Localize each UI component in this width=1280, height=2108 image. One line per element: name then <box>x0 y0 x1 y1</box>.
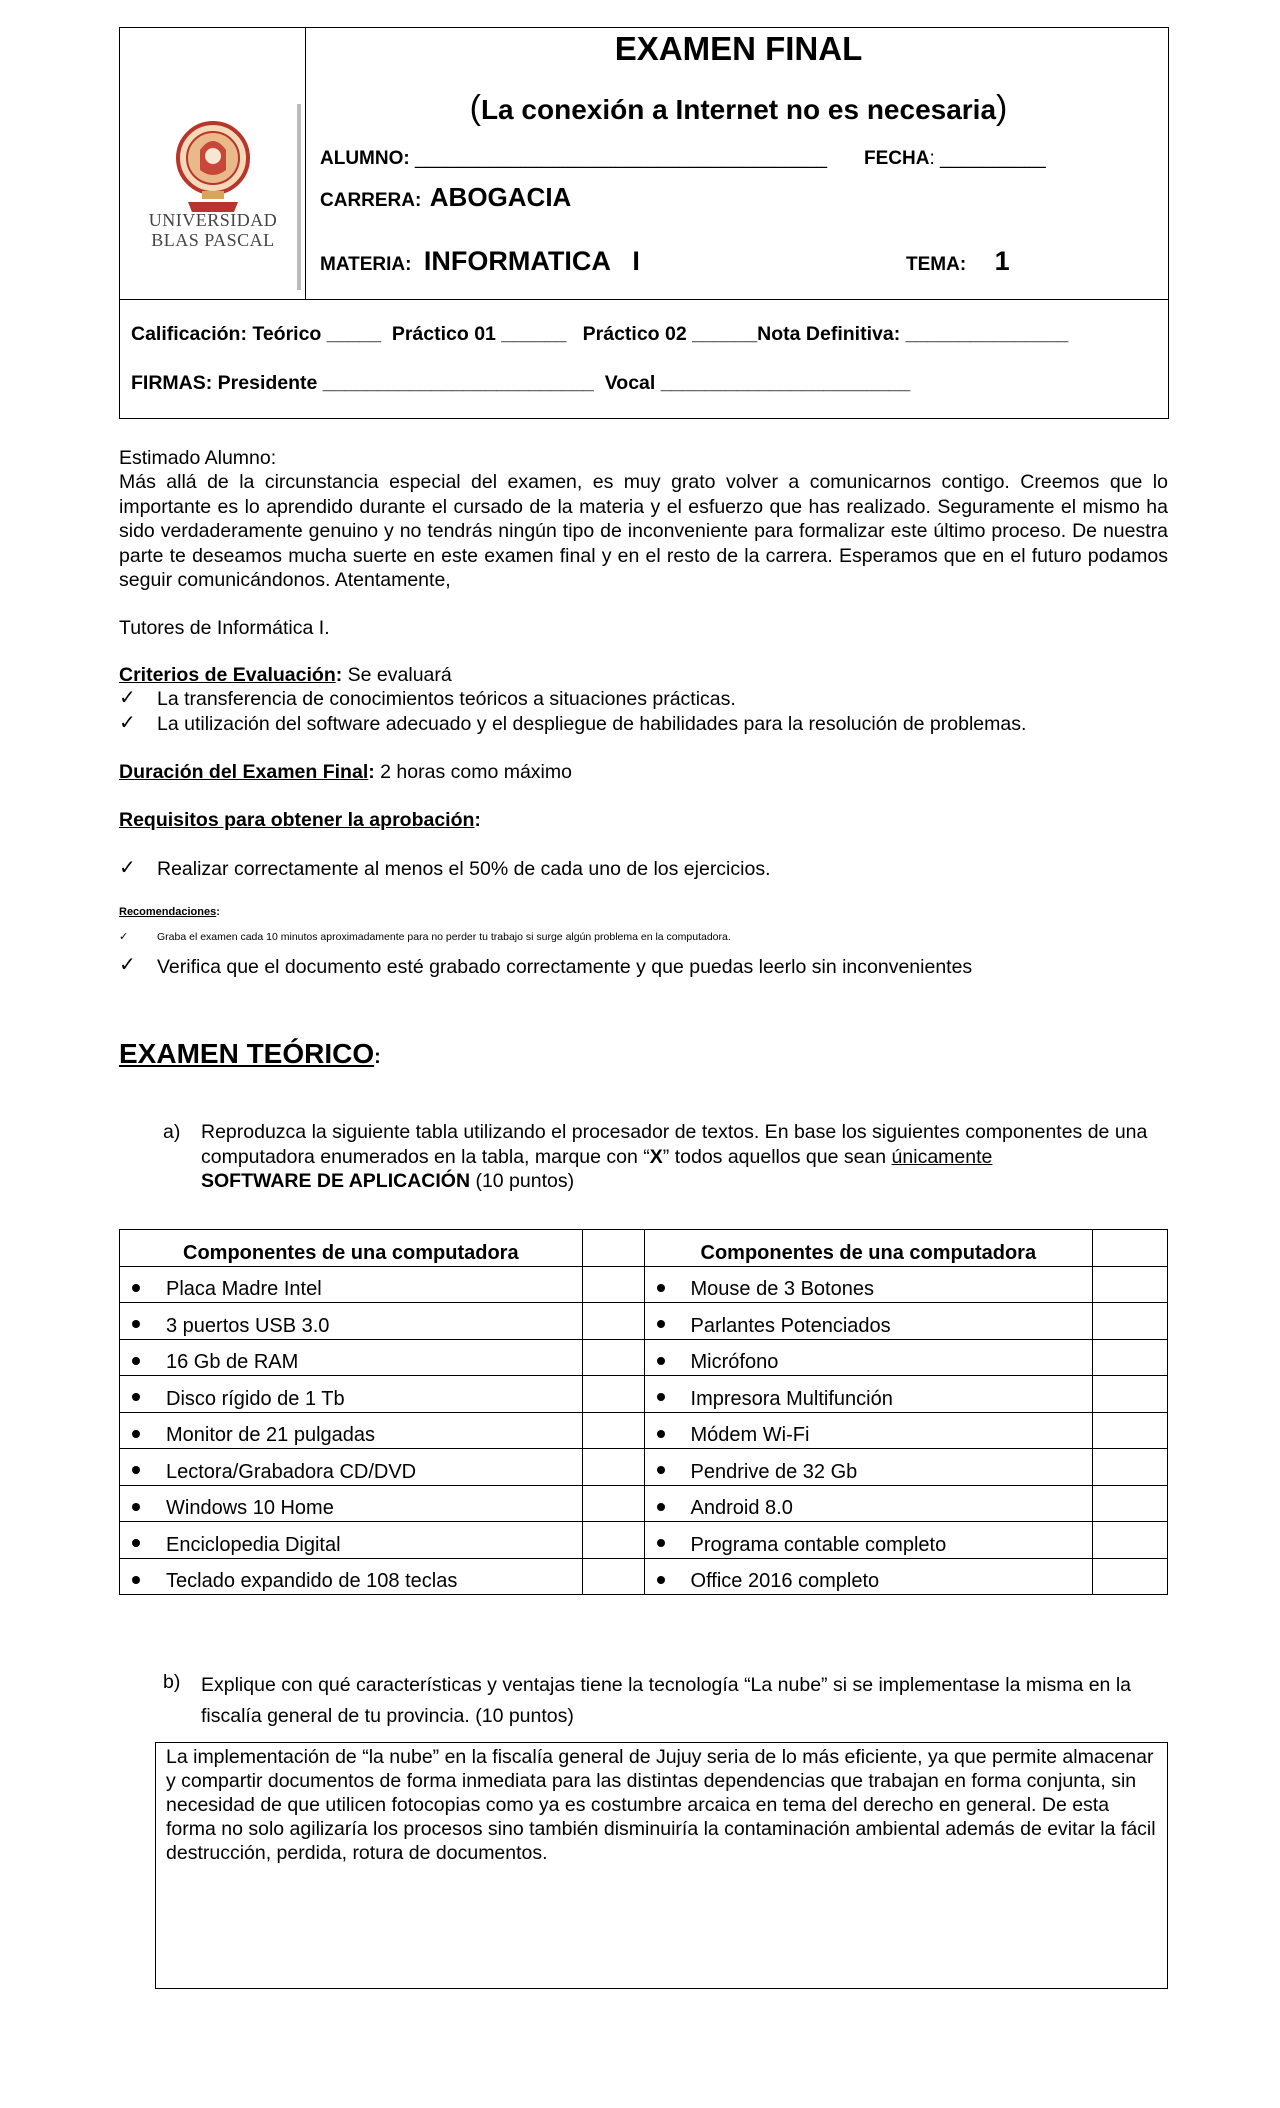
alumno-label: ALUMNO: <box>320 148 410 169</box>
component-label: Parlantes Potenciados <box>690 1314 891 1337</box>
mark-cell-left[interactable] <box>582 1376 644 1413</box>
question-a-software: SOFTWARE DE APLICACIÓN <box>201 1170 471 1192</box>
bullet-icon <box>657 1503 665 1511</box>
subtitle-paren-open: ( <box>469 89 481 127</box>
component-cell-right <box>644 1339 1093 1376</box>
bullet-icon <box>657 1576 665 1584</box>
intro-greeting: Estimado Alumno: <box>119 447 277 469</box>
fecha-row <box>864 148 1046 170</box>
duracion-colon: : <box>368 761 375 783</box>
mark-cell-left[interactable] <box>582 1339 644 1376</box>
intro-signature: Tutores de Informática I. <box>119 617 330 639</box>
component-cell-left <box>120 1266 583 1303</box>
alumno-field[interactable]: _______________________________________ <box>414 148 828 169</box>
carrera-value: ABOGACIA <box>429 182 572 212</box>
mark-cell-right[interactable] <box>1093 1266 1168 1303</box>
component-label: Android 8.0 <box>690 1497 793 1519</box>
criterios-colon: : <box>335 664 343 686</box>
mark-cell-right[interactable] <box>1093 1412 1168 1449</box>
component-cell-left <box>120 1522 583 1559</box>
mark-cell-right[interactable] <box>1093 1339 1168 1376</box>
table-header-left: Componentes de una computadora <box>120 1230 583 1267</box>
mark-cell-left[interactable] <box>582 1449 644 1486</box>
mark-cell-right[interactable] <box>1093 1376 1168 1413</box>
component-cell-left <box>120 1303 583 1340</box>
table-row <box>120 1485 1168 1522</box>
table-row <box>120 1376 1168 1413</box>
university-name-line1: UNIVERSIDAD <box>148 210 278 230</box>
component-cell-left <box>120 1558 583 1595</box>
recomendaciones-item-small: Graba el examen cada 10 minutos aproximadamente para no perder tu trabajo si surge algún problema en la computadora. <box>157 931 731 943</box>
component-cell-left <box>120 1339 583 1376</box>
bullet-icon <box>132 1576 140 1584</box>
alumno-row <box>320 148 827 170</box>
criterios-heading <box>119 663 452 688</box>
checkmark-icon: ✓ <box>119 954 136 976</box>
firmas-row: FIRMAS: Presidente _________________________ Vocal _______________________ <box>131 372 911 394</box>
bullet-icon <box>132 1430 140 1438</box>
component-cell-left <box>120 1412 583 1449</box>
tema-label: TEMA: <box>906 254 967 275</box>
calificacion-row: Calificación: Teórico _____ Práctico 01 ______ Práctico 02 ______Nota Definitiva: _______________ <box>131 323 1069 345</box>
component-cell-right <box>644 1558 1093 1595</box>
criterios-item-2: La utilización del software adecuado y el despliegue de habilidades para la resolución de problemas. <box>157 713 1027 735</box>
component-cell-right <box>644 1376 1093 1413</box>
tema-row <box>906 246 1010 277</box>
table-row <box>120 1412 1168 1449</box>
component-cell-right <box>644 1412 1093 1449</box>
mark-cell-left[interactable] <box>582 1303 644 1340</box>
table-row <box>120 1266 1168 1303</box>
answer-box[interactable] <box>155 1742 1168 1989</box>
intro-paragraph: Más allá de la circunstancia especial del examen, es muy grato volver a comunicarnos contigo. Creemos que lo importante es lo aprendido durante el cursado de la materia y el esfuerzo que has realizado. Seguramente el mismo ha sido verdaderamente genuino y no tendrás ningún tipo de inconveniente para formalizar este último proceso. De nuestra parte te deseamos mucha suerte en este examen final y en el resto de la carrera. Esperamos que en el futuro podamos seguir comunicándonos. Atentamente, <box>119 471 1168 591</box>
fecha-field[interactable]: : __________ <box>929 148 1046 169</box>
carrera-label: CARRERA: <box>320 190 422 211</box>
table-row <box>120 1449 1168 1486</box>
component-label: Enciclopedia Digital <box>166 1533 341 1556</box>
component-label: Teclado expandido de 108 teclas <box>166 1570 458 1592</box>
table-row <box>120 1558 1168 1595</box>
question-a-x: X <box>649 1145 663 1168</box>
bullet-icon <box>657 1284 665 1292</box>
bullet-icon <box>132 1539 140 1547</box>
criterios-item-1: La transferencia de conocimientos teóricos a situaciones prácticas. <box>157 688 736 710</box>
table-row <box>120 1339 1168 1376</box>
recomendaciones-item: Verifica que el documento esté grabado correctamente y que puedas leerlo sin inconvenientes <box>157 956 973 978</box>
component-cell-right <box>644 1485 1093 1522</box>
component-label: Programa contable completo <box>690 1533 947 1556</box>
table-header-mark-right <box>1093 1230 1168 1267</box>
checkmark-icon: ✓ <box>119 857 136 879</box>
fecha-label: FECHA <box>864 148 930 169</box>
table-row <box>120 1303 1168 1340</box>
component-label: Mouse de 3 Botones <box>690 1278 874 1300</box>
teorico-heading-text: EXAMEN TEÓRICO <box>119 1038 375 1069</box>
component-cell-right <box>644 1522 1093 1559</box>
component-cell-right <box>644 1266 1093 1303</box>
materia-label: MATERIA: <box>320 254 412 275</box>
component-label: Impresora Multifunción <box>690 1387 893 1410</box>
mark-cell-left[interactable] <box>582 1266 644 1303</box>
checkmark-icon: ✓ <box>119 687 136 709</box>
component-label: Módem Wi-Fi <box>690 1424 810 1446</box>
duracion-text: 2 horas como máximo <box>374 761 572 783</box>
exam-title: EXAMEN FINAL <box>614 30 863 67</box>
component-label: Micrófono <box>690 1351 779 1373</box>
answer-text: La implementación de “la nube” en la fiscalía general de Jujuy seria de lo más eficiente, ya que permite almacenar y compartir documentos de forma inmediata para las distintas dependencias que trabajan en forma conjunta, sin necesidad de que utilicen fotocopias como ya es costumbre arcaica en tema del derecho en general. De esta forma no solo agilizaría los procesos sino también disminuiría la contaminación ambiental además de evitar la fácil destrucción, perdida, rotura de documentos. <box>166 1746 1156 1864</box>
mark-cell-right[interactable] <box>1093 1303 1168 1340</box>
checkmark-icon: ✓ <box>119 931 129 943</box>
header-divider <box>120 299 1168 300</box>
bullet-icon <box>132 1357 140 1365</box>
university-name-line2: BLAS PASCAL <box>151 230 275 250</box>
tema-value: 1 <box>994 246 1010 276</box>
component-label: Lectora/Grabadora CD/DVD <box>166 1460 417 1483</box>
bullet-icon <box>657 1357 665 1365</box>
question-a-marker: a) <box>163 1121 181 1143</box>
question-a-part1: Reproduzca la siguiente tabla utilizando el procesador de textos. En base los siguientes componentes de una computadora enumerados en la tabla, marque con “ <box>201 1121 1148 1168</box>
question-a-text <box>201 1120 1167 1194</box>
materia-row <box>320 246 640 277</box>
question-a-part2: ” todos aquellos que sean <box>662 1145 892 1168</box>
checkmark-icon: ✓ <box>119 712 136 734</box>
teorico-heading-colon: : <box>374 1046 381 1068</box>
criterios-text: Se evaluará <box>342 664 452 686</box>
table-header-right: Componentes de una computadora <box>644 1230 1093 1267</box>
duracion-label: Duración del Examen Final <box>119 761 369 783</box>
mark-cell-right[interactable] <box>1093 1485 1168 1522</box>
recomendaciones-heading <box>119 906 220 918</box>
question-a-points: (10 puntos) <box>470 1170 575 1192</box>
subtitle-paren-close: ) <box>996 89 1008 127</box>
component-label: Placa Madre Intel <box>166 1278 322 1300</box>
component-label: Pendrive de 32 Gb <box>690 1460 858 1483</box>
logo-divider-bar <box>297 104 301 290</box>
logo-cell <box>120 28 306 299</box>
recomendaciones-label: Recomendaciones <box>119 906 217 918</box>
recomendaciones-colon: : <box>216 906 220 918</box>
question-b-text: Explique con qué características y ventajas tiene la tecnología “La nube” si se implementase la misma en la fiscalía general de tu provincia. (10 puntos) <box>201 1674 1131 1727</box>
table-row <box>120 1522 1168 1559</box>
component-label: Monitor de 21 pulgadas <box>166 1424 376 1446</box>
bullet-icon <box>657 1466 665 1474</box>
bullet-icon <box>132 1284 140 1292</box>
bullet-icon <box>132 1466 140 1474</box>
bullet-icon <box>657 1539 665 1547</box>
component-cell-right <box>644 1449 1093 1486</box>
component-label: Windows 10 Home <box>166 1497 334 1519</box>
requisitos-item: Realizar correctamente al menos el 50% de cada uno de los ejercicios. <box>157 858 771 880</box>
criterios-label: Criterios de Evaluación <box>119 664 336 686</box>
mark-cell-left[interactable] <box>582 1412 644 1449</box>
bullet-icon <box>657 1320 665 1328</box>
mark-cell-right[interactable] <box>1093 1449 1168 1486</box>
carrera-row <box>320 182 571 213</box>
component-cell-right <box>644 1303 1093 1340</box>
components-table <box>119 1229 1168 1595</box>
question-b-marker: b) <box>163 1671 181 1693</box>
requisitos-heading <box>119 808 481 833</box>
question-a-unicamente: únicamente <box>891 1145 993 1168</box>
mark-cell-left[interactable] <box>582 1485 644 1522</box>
component-label: 16 Gb de RAM <box>166 1351 299 1373</box>
bullet-icon <box>132 1393 140 1401</box>
materia-value: INFORMATICA I <box>423 246 640 276</box>
requisitos-colon: : <box>474 809 481 831</box>
table-header-row <box>120 1230 1168 1267</box>
component-label: Disco rígido de 1 Tb <box>166 1387 345 1410</box>
subtitle-text: La conexión a Internet no es necesaria <box>480 94 997 125</box>
component-label: Office 2016 completo <box>690 1570 880 1592</box>
bullet-icon <box>657 1430 665 1438</box>
duracion-row <box>119 760 572 785</box>
teorico-heading <box>119 1038 381 1070</box>
bullet-icon <box>657 1393 665 1401</box>
exam-subtitle <box>307 89 1170 128</box>
bullet-icon <box>132 1320 140 1328</box>
mark-cell-right[interactable] <box>1093 1558 1168 1595</box>
mark-cell-left[interactable] <box>582 1522 644 1559</box>
requisitos-label: Requisitos para obtener la aprobación <box>119 809 475 831</box>
table-body <box>120 1266 1168 1595</box>
mark-cell-left[interactable] <box>582 1558 644 1595</box>
component-label: 3 puertos USB 3.0 <box>166 1314 330 1337</box>
table-header-mark-left <box>582 1230 644 1267</box>
component-cell-left <box>120 1449 583 1486</box>
component-cell-left <box>120 1376 583 1413</box>
bullet-icon <box>132 1503 140 1511</box>
exam-header-box <box>119 27 1169 419</box>
component-cell-left <box>120 1485 583 1522</box>
mark-cell-right[interactable] <box>1093 1522 1168 1559</box>
